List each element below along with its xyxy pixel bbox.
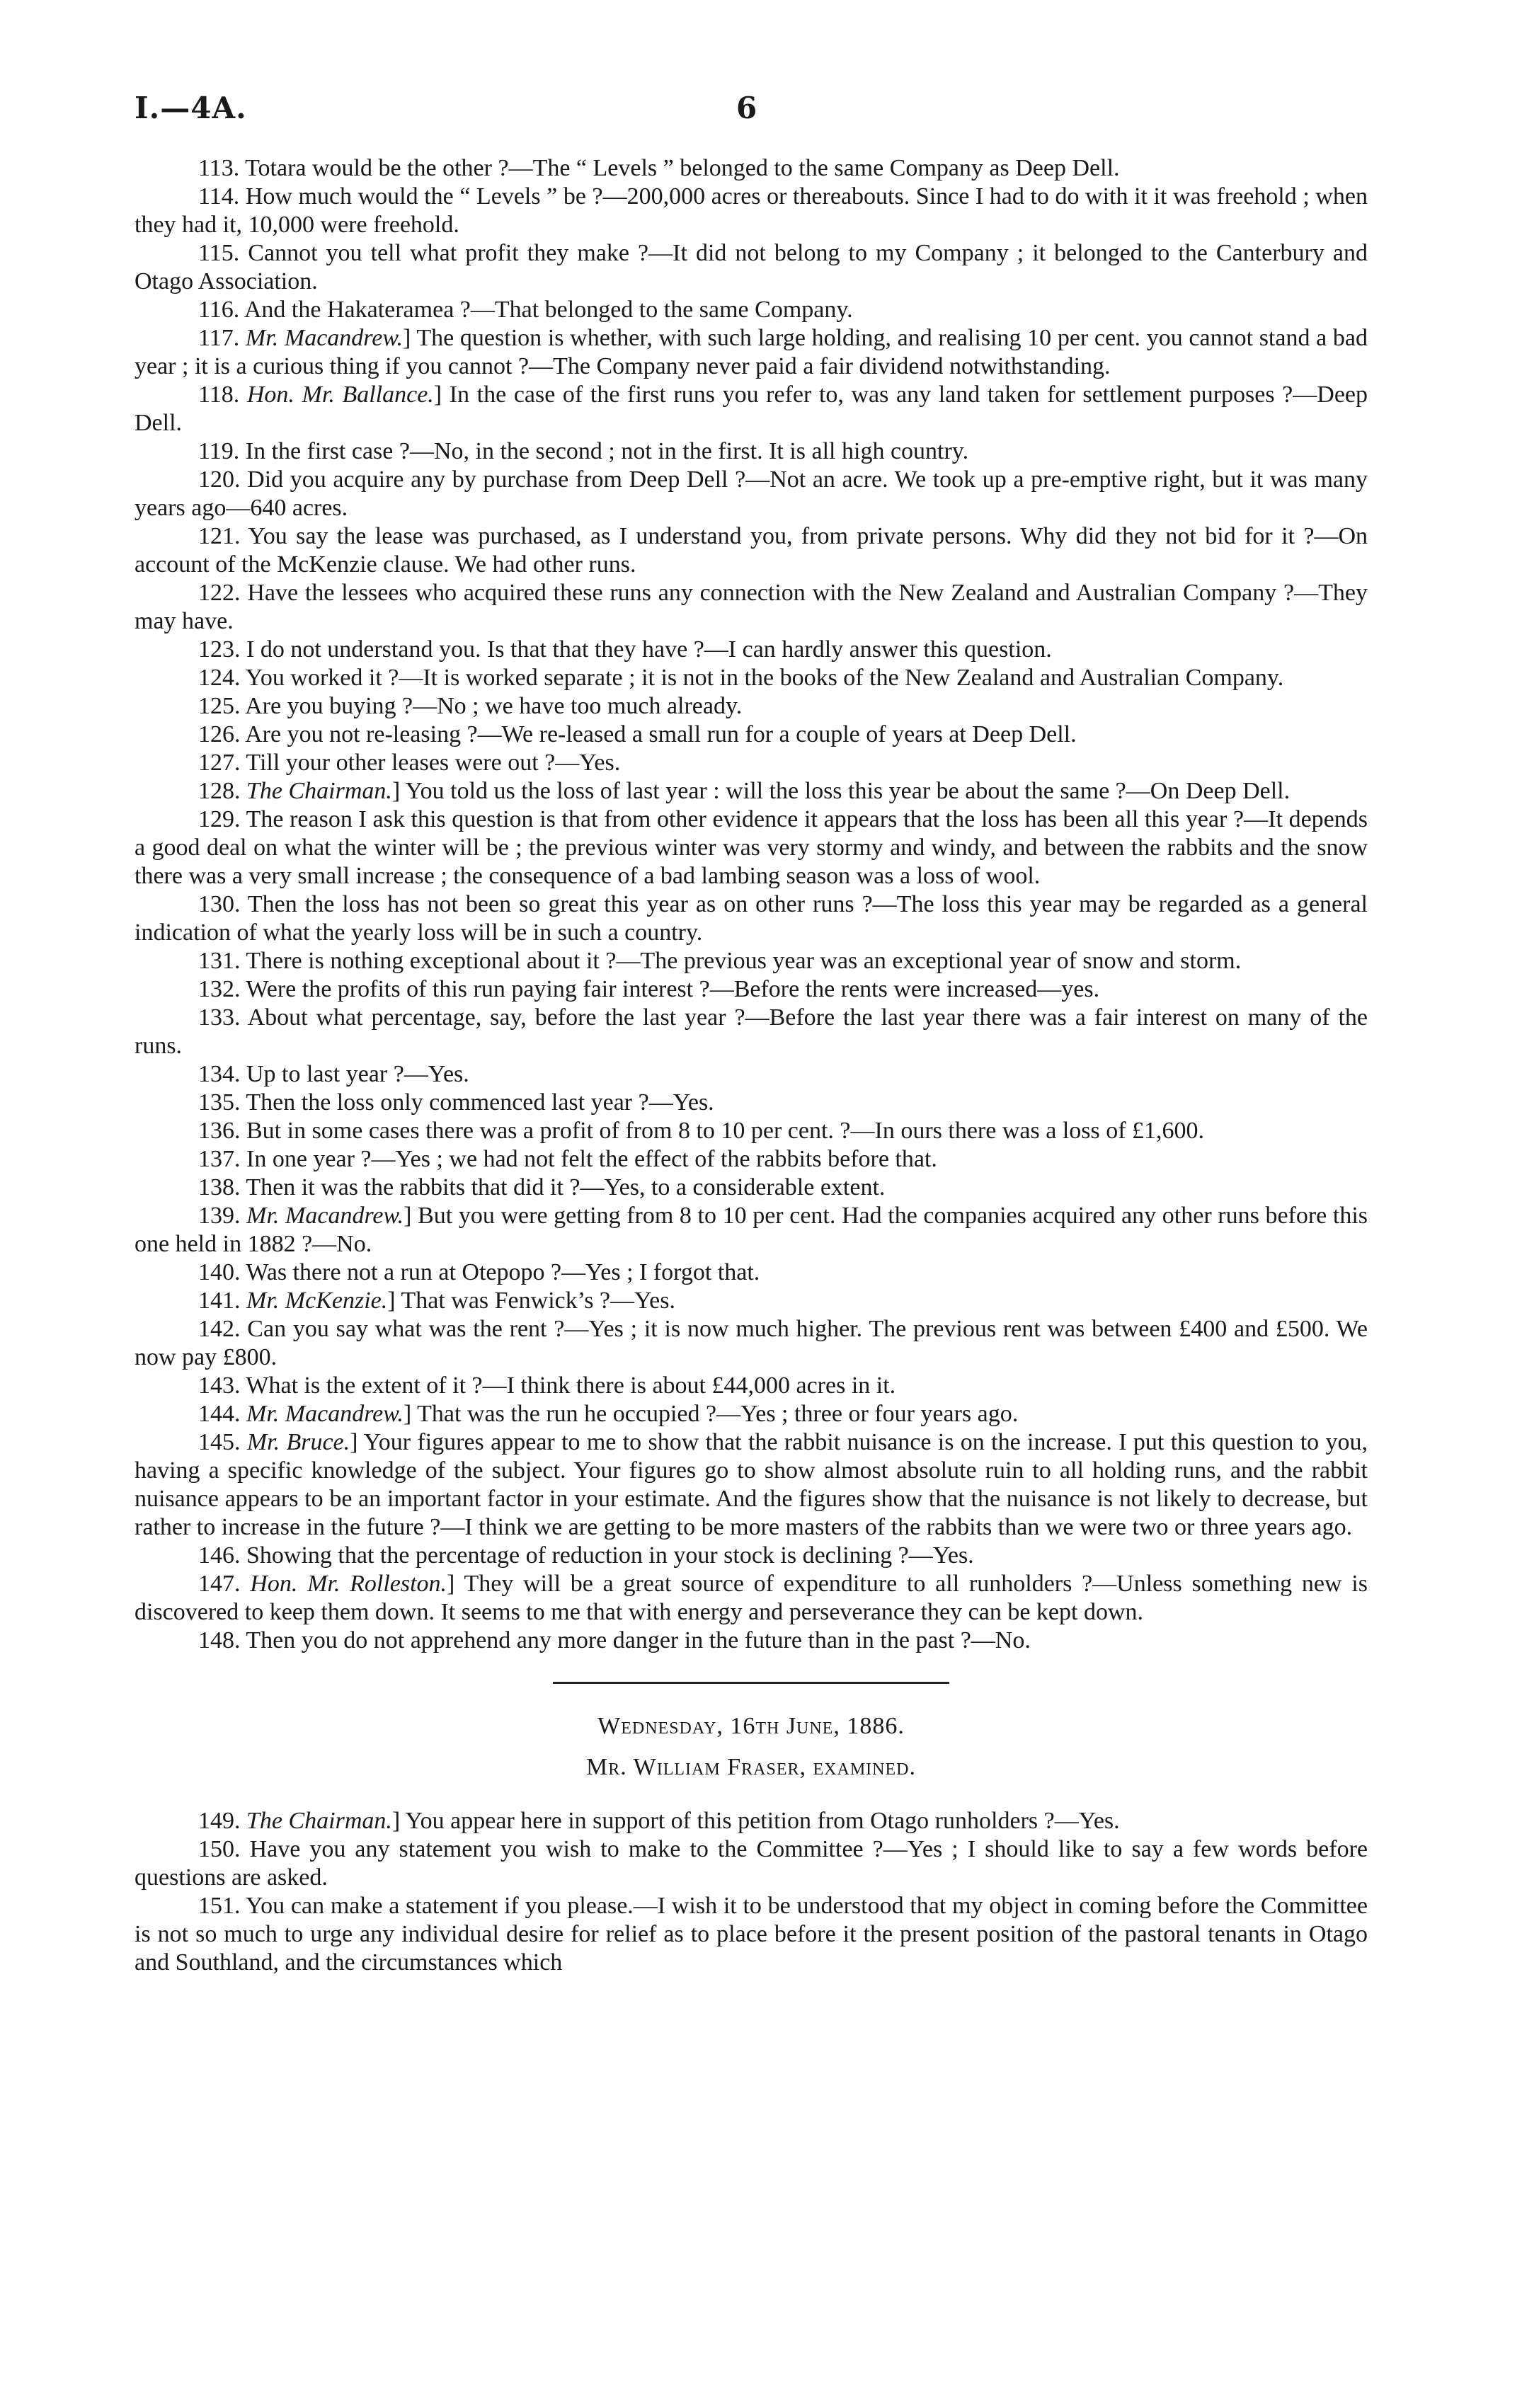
question-text: Your figures appear to me to show that the rabbit nuisance is on the increase. I put this question to you, having a specific knowledge of the subject. Your figures go to show almost absolute ruin to all holding runs, and the rabbit nuisance appears to be an important factor in your estimate. And the figures show that the nuisance is not likely to decrease, but rather to increase in the future ?—I think we are getting to be more masters of the rabbits than we were two or three years ago. xyxy=(135,1429,1368,1540)
question-paragraph xyxy=(135,1259,1368,1287)
question-paragraph xyxy=(135,466,1368,522)
question-number: 132. xyxy=(198,976,241,1002)
question-paragraph xyxy=(135,1004,1368,1060)
question-number: 125. xyxy=(198,693,241,719)
question-paragraph xyxy=(135,1089,1368,1117)
question-text: I do not understand you. Is that that they have ?—I can hardly answer this question. xyxy=(246,636,1052,663)
question-paragraph xyxy=(135,579,1368,636)
question-text: Showing that the percentage of reduction in your stock is declining ?—Yes. xyxy=(246,1542,974,1569)
question-paragraph: 139. Mr. Macandrew.] But you were getting from 8 to 10 per cent. Had the companies acquired any other runs before this one held in 1882 ?—No. xyxy=(135,1203,1368,1257)
question-number: 149. xyxy=(198,1808,241,1834)
question-paragraph: 117. Mr. Macandrew.] The question is whether, with such large holding, and realising 10 per cent. you cannot stand a bad year ; it is a curious thing if you cannot ?—The Company never paid a fair dividend notwithstanding. xyxy=(135,325,1368,379)
question-number: 128. xyxy=(198,778,241,804)
question-number: 129. xyxy=(198,806,241,832)
question-text: That was Fenwick’s ?—Yes. xyxy=(401,1288,675,1314)
question-text: In one year ?—Yes ; we had not felt the effect of the rabbits before that. xyxy=(246,1146,937,1172)
page-number: 6 xyxy=(736,91,757,125)
question-paragraph xyxy=(135,1315,1368,1372)
question-paragraph xyxy=(135,1060,1368,1089)
speaker-name: Mr. Macandrew. xyxy=(246,1203,404,1229)
question-number: 144. xyxy=(198,1401,241,1427)
question-text: In the case of the first runs you refer to, was any land taken for settlement purposes ?—Deep Dell. xyxy=(135,382,1368,436)
question-text: Are you buying ?—No ; we have too much already. xyxy=(245,693,743,719)
question-number: 126. xyxy=(198,721,241,747)
evidence-paragraphs xyxy=(135,154,1368,1655)
question-number: 148. xyxy=(198,1627,241,1653)
question-paragraph: 128. The Chairman.] You told us the loss of last year : will the loss this year be about the same ?—On Deep Dell. xyxy=(198,778,1291,804)
question-text: Can you say what was the rent ?—Yes ; it is now much higher. The previous rent was between £400 and £500. We now pay £800. xyxy=(135,1316,1368,1370)
question-number: 127. xyxy=(198,750,241,776)
question-text: But you were getting from 8 to 10 per cent. Had the companies acquired any other runs before this one held in 1882 ?—No. xyxy=(135,1203,1368,1257)
question-number: 150. xyxy=(198,1836,241,1862)
question-text: Up to last year ?—Yes. xyxy=(246,1061,469,1087)
question-text: Were the profits of this run paying fair interest ?—Before the rents were increased—yes. xyxy=(246,976,1100,1002)
question-text: You worked it ?—It is worked separate ; it is not in the books of the New Zealand and Australian Company. xyxy=(245,665,1284,691)
question-text: There is nothing exceptional about it ?—The previous year was an exceptional year of snow and storm. xyxy=(246,948,1242,974)
question-text: The reason I ask this question is that from other evidence it appears that the loss has been all this year ?—It depends a good deal on what the winter will be ; the previous winter was very stormy and windy, and between the rabbits and the snow there was a very small increase ; the consequence of a bad lambing season was a loss of wool. xyxy=(135,806,1368,889)
question-paragraph xyxy=(135,805,1368,890)
evidence-paragraphs-continued xyxy=(135,1807,1368,1977)
question-text: The question is whether, with such large holding, and realising 10 per cent. you cannot stand a bad year ; it is a curious thing if you cannot ?—The Company never paid a fair dividend notwithstanding. xyxy=(135,325,1368,379)
question-text: What is the extent of it ?—I think there is about £44,000 acres in it. xyxy=(246,1372,896,1399)
document-body xyxy=(135,154,1368,1977)
speaker-name: Hon. Mr. Ballance. xyxy=(246,382,434,408)
question-text: You can make a statement if you please.—I wish it to be understood that my object in coming before the Committee is not so much to urge any individual desire for relief as to place before it the present position of the pastoral tenants in Otago and Southland, and the circumstances which xyxy=(135,1893,1368,1976)
speaker-name: Mr. Bruce. xyxy=(246,1429,350,1455)
question-text: Totara would be the other ?—The “ Levels ” belonged to the same Company as Deep Dell. xyxy=(245,155,1120,181)
question-paragraph xyxy=(135,749,1368,777)
question-paragraph xyxy=(135,975,1368,1004)
question-paragraph: 118. Hon. Mr. Ballance.] In the case of the first runs you refer to, was any land taken for settlement purposes ?—Deep Dell. xyxy=(135,382,1368,436)
question-paragraph xyxy=(135,947,1368,975)
question-number: 139. xyxy=(198,1203,241,1229)
question-number: 120. xyxy=(198,466,241,493)
question-number: 138. xyxy=(198,1174,241,1200)
question-paragraph xyxy=(135,1835,1368,1892)
question-number: 143. xyxy=(198,1372,241,1399)
question-number: 137. xyxy=(198,1146,241,1172)
section-divider xyxy=(553,1682,949,1684)
question-text: You told us the loss of last year : will the loss this year be about the same ?—On Deep Dell. xyxy=(405,778,1291,804)
question-paragraph xyxy=(135,1542,1368,1570)
question-text: You say the lease was purchased, as I understand you, from private persons. Why did they not bid for it ?—On account of the McKenzie clause. We had other runs. xyxy=(135,523,1368,578)
document-reference: I.—4A. xyxy=(135,91,247,125)
question-paragraph xyxy=(135,664,1368,692)
question-number: 147. xyxy=(198,1571,241,1597)
question-text: But in some cases there was a profit of from 8 to 10 per cent. ?—In ours there was a loss of £1,600. xyxy=(246,1118,1205,1144)
question-paragraph: 147. Hon. Mr. Rolleston.] They will be a great source of expenditure to all runholders ?—Unless something new is discovered to keep them down. It seems to me that with energy and perseverance they can be kept down. xyxy=(135,1571,1368,1625)
question-paragraph xyxy=(135,1892,1368,1977)
page-header xyxy=(135,91,1366,133)
question-text: Cannot you tell what profit they make ?—It did not belong to my Company ; it belonged to the Canterbury and Otago Association. xyxy=(135,240,1368,294)
question-number: 116. xyxy=(198,297,240,323)
question-number: 114. xyxy=(198,183,240,210)
question-text: Was there not a run at Otepopo ?—Yes ; I forgot that. xyxy=(246,1259,760,1285)
question-text: About what percentage, say, before the last year ?—Before the last year there was a fair interest on many of the runs. xyxy=(135,1004,1368,1059)
question-text: They will be a great source of expenditure to all runholders ?—Unless something new is discovered to keep them down. It seems to me that with energy and perseverance they can be kept down. xyxy=(135,1571,1368,1625)
question-text: Then the loss has not been so great this year as on other runs ?—The loss this year may be regarded as a general indication of what the yearly loss will be in such a country. xyxy=(135,891,1368,946)
question-text: In the first case ?—No, in the second ; not in the first. It is all high country. xyxy=(245,438,969,464)
question-number: 121. xyxy=(198,523,241,549)
question-number: 117. xyxy=(198,325,240,351)
question-paragraph: 149. The Chairman.] You appear here in support of this petition from Otago runholders ?—Yes. xyxy=(198,1808,1120,1834)
speaker-name: Mr. McKenzie. xyxy=(246,1288,388,1314)
question-number: 123. xyxy=(198,636,241,663)
question-number: 113. xyxy=(198,155,240,181)
question-paragraph xyxy=(135,183,1368,239)
question-paragraph xyxy=(135,692,1368,721)
question-number: 131. xyxy=(198,948,241,974)
question-number: 119. xyxy=(198,438,240,464)
question-paragraph xyxy=(135,1174,1368,1202)
question-number: 118. xyxy=(198,382,240,408)
question-paragraph: 144. Mr. Macandrew.] That was the run he occupied ?—Yes ; three or four years ago. xyxy=(198,1401,1019,1427)
question-text: Then it was the rabbits that did it ?—Yes, to a considerable extent. xyxy=(246,1174,886,1200)
question-number: 151. xyxy=(198,1893,241,1919)
speaker-name: Hon. Mr. Rolleston. xyxy=(250,1571,447,1597)
question-text: You appear here in support of this petition from Otago runholders ?—Yes. xyxy=(405,1808,1120,1834)
question-paragraph xyxy=(135,296,1368,324)
question-text: How much would the “ Levels ” be ?—200,000 acres or thereabouts. Since I had to do with it it was freehold ; when they had it, 10,000 were freehold. xyxy=(135,183,1368,238)
question-number: 142. xyxy=(198,1316,241,1342)
question-text: Have the lessees who acquired these runs any connection with the New Zealand and Australian Company ?—They may have. xyxy=(135,580,1368,634)
question-text: Did you acquire any by purchase from Deep Dell ?—Not an acre. We took up a pre-emptive right, but it was many years ago—640 acres. xyxy=(135,466,1368,521)
speaker-name: The Chairman. xyxy=(246,1808,392,1834)
question-text: Have you any statement you wish to make to the Committee ?—Yes ; I should like to say a few words before questions are asked. xyxy=(135,1836,1368,1891)
question-paragraph xyxy=(135,890,1368,947)
question-number: 136. xyxy=(198,1118,241,1144)
question-paragraph xyxy=(135,239,1368,296)
question-paragraph xyxy=(135,1627,1368,1655)
question-number: 124. xyxy=(198,665,241,691)
question-number: 122. xyxy=(198,580,241,606)
question-paragraph xyxy=(135,1117,1368,1145)
witness-heading: Mr. William Fraser, examined. xyxy=(586,1754,916,1780)
question-paragraph xyxy=(135,154,1368,183)
session-date: Wednesday, 16th June, 1886. xyxy=(597,1713,905,1739)
question-paragraph xyxy=(135,1145,1368,1174)
question-paragraph xyxy=(135,522,1368,579)
question-paragraph: 141. Mr. McKenzie.] That was Fenwick’s ?—Yes. xyxy=(198,1288,675,1314)
question-number: 134. xyxy=(198,1061,241,1087)
speaker-name: The Chairman. xyxy=(246,778,392,804)
speaker-name: Mr. Macandrew. xyxy=(246,1401,404,1427)
question-number: 140. xyxy=(198,1259,241,1285)
question-number: 145. xyxy=(198,1429,241,1455)
question-text: And the Hakateramea ?—That belonged to the same Company. xyxy=(244,297,853,323)
question-number: 146. xyxy=(198,1542,241,1569)
question-text: Are you not re-leasing ?—We re-leased a small run for a couple of years at Deep Dell. xyxy=(245,721,1077,747)
question-paragraph xyxy=(135,721,1368,749)
question-paragraph xyxy=(135,437,1368,466)
question-text: That was the run he occupied ?—Yes ; three or four years ago. xyxy=(417,1401,1019,1427)
question-text: Then the loss only commenced last year ?—Yes. xyxy=(246,1089,714,1116)
question-paragraph xyxy=(135,1372,1368,1400)
speaker-name: Mr. Macandrew. xyxy=(245,325,404,351)
question-number: 135. xyxy=(198,1089,241,1116)
question-text: Till your other leases were out ?—Yes. xyxy=(246,750,621,776)
question-paragraph xyxy=(135,636,1368,664)
question-number: 130. xyxy=(198,891,241,917)
question-paragraph: 145. Mr. Bruce.] Your figures appear to me to show that the rabbit nuisance is on the increase. I put this question to you, having a specific knowledge of the subject. Your figures go to show almost absolute ruin to all holding runs, and the rabbit nuisance appears to be an important factor in your estimate. And the figures show that the nuisance is not likely to decrease, but rather to increase in the future ?—I think we are getting to be more masters of the rabbits than we were two or three years ago. xyxy=(135,1429,1368,1540)
question-text: Then you do not apprehend any more danger in the future than in the past ?—No. xyxy=(246,1627,1031,1653)
question-number: 133. xyxy=(198,1004,241,1031)
question-number: 115. xyxy=(198,240,240,266)
question-number: 141. xyxy=(198,1288,241,1314)
